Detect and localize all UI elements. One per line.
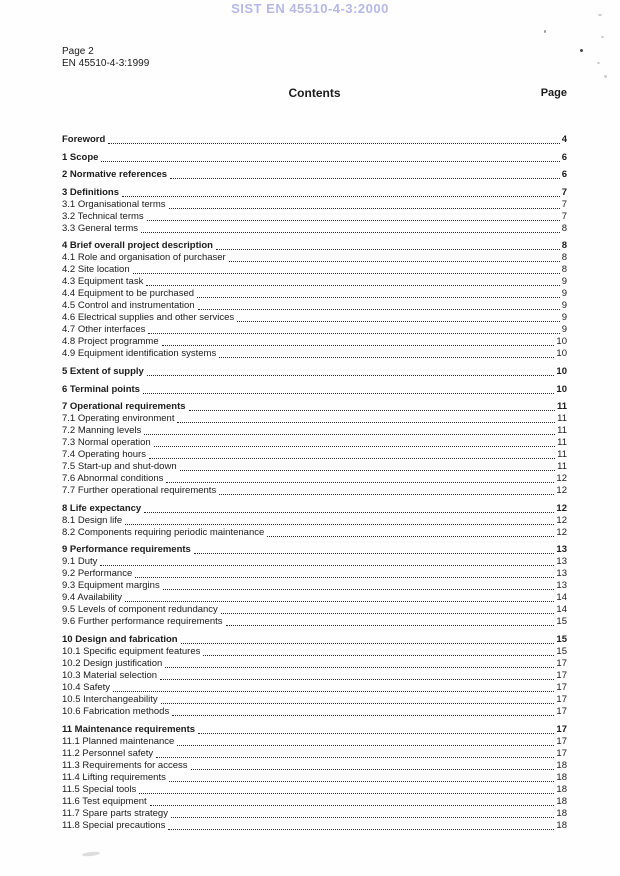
dot-leader xyxy=(113,691,554,692)
toc-entry xyxy=(62,300,567,312)
toc-entry-page: 10 xyxy=(556,383,567,395)
toc-entry xyxy=(62,616,567,628)
toc-entry xyxy=(62,401,567,413)
dot-leader xyxy=(171,817,554,818)
toc-entry-page: 6 xyxy=(561,151,567,163)
toc-entry xyxy=(62,152,567,164)
toc-entry xyxy=(62,264,567,276)
dot-leader xyxy=(165,667,554,668)
toc-entry-page: 11 xyxy=(557,461,567,473)
toc-entry-label: 3.2 Technical terms xyxy=(62,210,144,222)
dot-leader xyxy=(189,410,555,411)
toc-entry-page: 17 xyxy=(556,723,567,735)
toc-entry-label: 11.7 Spare parts strategy xyxy=(62,807,168,819)
toc-entry-page: 7 xyxy=(561,198,567,210)
toc-entry xyxy=(62,169,567,181)
toc-entry xyxy=(62,592,567,604)
toc-entry-label: 4 Brief overall project description xyxy=(62,240,213,252)
toc-entry-page: 13 xyxy=(556,580,567,592)
toc-entry xyxy=(62,515,567,527)
dot-leader xyxy=(172,715,554,716)
toc-entry-page: 18 xyxy=(556,759,567,771)
dot-leader xyxy=(163,589,555,590)
toc-entry xyxy=(62,724,567,736)
toc-entry-page: 9 xyxy=(561,276,567,288)
toc-entry-page: 17 xyxy=(556,705,567,717)
toc-entry xyxy=(62,808,567,820)
toc-entry-label: 7.1 Operating environment xyxy=(62,413,175,425)
toc-entry-label: 10.1 Specific equipment features xyxy=(62,645,201,657)
toc-entry-page: 12 xyxy=(556,502,567,514)
toc-entry-label: 10 Design and fabrication xyxy=(62,633,178,645)
dot-leader xyxy=(221,613,555,614)
toc-entry-page: 14 xyxy=(556,592,567,604)
toc-entry-label: 4.1 Role and organisation of purchaser xyxy=(62,252,226,264)
toc-entry-page: 8 xyxy=(561,222,567,234)
dot-leader xyxy=(149,458,555,459)
toc-entry xyxy=(62,748,567,760)
dot-leader xyxy=(108,143,559,144)
toc-entry xyxy=(62,646,567,658)
toc-entry-page: 12 xyxy=(556,473,567,485)
dot-leader xyxy=(139,793,554,794)
toc-entry xyxy=(62,211,567,223)
toc-entry-label: 9 Performance requirements xyxy=(62,544,191,556)
scan-speck xyxy=(580,49,583,52)
scan-speck xyxy=(544,30,546,33)
toc-entry xyxy=(62,694,567,706)
toc-entry xyxy=(62,437,567,449)
toc-entry-page: 12 xyxy=(556,526,567,538)
dot-leader xyxy=(154,446,555,447)
toc-entry-page: 18 xyxy=(556,795,567,807)
toc-entry xyxy=(62,366,567,378)
toc-entry-label: 11.8 Special precautions xyxy=(62,819,166,831)
standard-ref-line: EN 45510-4-3:1999 xyxy=(62,58,150,69)
toc-entry xyxy=(62,706,567,718)
toc-entry xyxy=(62,796,567,808)
toc-entry-label: 4.6 Electrical supplies and other services xyxy=(62,312,235,324)
toc-entry xyxy=(62,760,567,772)
toc-entry-page: 14 xyxy=(556,604,567,616)
dot-leader xyxy=(177,422,555,423)
toc-entry-label: 10.4 Safety xyxy=(62,681,111,693)
toc-entry-label: 4.2 Site location xyxy=(62,264,130,276)
toc-entry xyxy=(62,568,567,580)
dot-leader xyxy=(203,655,554,656)
dot-leader xyxy=(133,273,560,274)
toc-entry-page: 13 xyxy=(556,568,567,580)
toc-entry xyxy=(62,658,567,670)
toc-entry-label: 10.5 Interchangeability xyxy=(62,693,158,705)
dot-leader xyxy=(156,757,554,758)
toc-entry-label: 7 Operational requirements xyxy=(62,401,186,413)
toc-entry xyxy=(62,348,567,360)
toc-entry xyxy=(62,324,567,336)
toc-entry xyxy=(62,413,567,425)
dot-leader xyxy=(219,494,554,495)
toc-entry-page: 6 xyxy=(561,169,567,181)
dot-leader xyxy=(161,703,555,704)
toc-entry-page: 7 xyxy=(561,210,567,222)
contents-header xyxy=(62,86,567,100)
toc-entry-label: 7.2 Manning levels xyxy=(62,425,142,437)
dot-leader xyxy=(219,357,554,358)
toc-entry-page: 15 xyxy=(556,633,567,645)
dot-leader xyxy=(100,565,554,566)
toc-entry-page: 11 xyxy=(557,413,567,425)
dot-leader xyxy=(169,208,560,209)
toc-entry-label: 4.9 Equipment identification systems xyxy=(62,348,217,360)
toc-entry-page: 18 xyxy=(556,819,567,831)
toc-entry-label: 11.1 Planned maintenance xyxy=(62,735,175,747)
dot-leader xyxy=(237,321,560,322)
toc-entry xyxy=(62,425,567,437)
toc-entry-label: 7.4 Operating hours xyxy=(62,449,146,461)
scan-speck xyxy=(604,75,607,78)
dot-leader xyxy=(147,375,555,376)
toc-entry-label: 10.6 Fabrication methods xyxy=(62,705,170,717)
dot-leader xyxy=(170,178,560,179)
dot-leader xyxy=(144,512,554,513)
dot-leader xyxy=(125,524,554,525)
toc-entry-page: 10 xyxy=(556,365,567,377)
toc-entry-page: 13 xyxy=(556,544,567,556)
dot-leader xyxy=(177,745,554,746)
dot-leader xyxy=(226,625,555,626)
toc-entry-page: 17 xyxy=(556,747,567,759)
toc-entry xyxy=(62,449,567,461)
toc-entry-label: 8 Life expectancy xyxy=(62,502,142,514)
dot-leader xyxy=(135,577,554,578)
toc-entry-page: 7 xyxy=(561,186,567,198)
toc-entry-page: 4 xyxy=(561,133,567,145)
toc-entry-page: 18 xyxy=(556,771,567,783)
toc-entry-label: 6 Terminal points xyxy=(62,383,140,395)
dot-leader xyxy=(148,333,559,334)
dot-leader xyxy=(146,285,559,286)
toc-entry-label: 9.1 Duty xyxy=(62,556,98,568)
toc-entry-label: 9.6 Further performance requirements xyxy=(62,616,223,628)
toc-entry-label: 9.3 Equipment margins xyxy=(62,580,160,592)
toc-entry-page: 15 xyxy=(556,645,567,657)
toc-entry-page: 8 xyxy=(561,264,567,276)
toc-entry xyxy=(62,682,567,694)
toc-entry-page: 9 xyxy=(561,300,567,312)
dot-leader xyxy=(197,297,560,298)
toc-entry xyxy=(62,544,567,556)
toc-entry xyxy=(62,461,567,473)
dot-leader xyxy=(122,196,560,197)
toc-entry xyxy=(62,556,567,568)
toc-entry-label: 11.5 Special tools xyxy=(62,783,137,795)
dot-leader xyxy=(194,553,555,554)
toc-entry xyxy=(62,473,567,485)
toc-entry-label: 8.1 Design life xyxy=(62,514,123,526)
toc-entry-label: 4.8 Project programme xyxy=(62,336,159,348)
dot-leader xyxy=(147,220,560,221)
toc-entry xyxy=(62,312,567,324)
toc-entry-label: 11.2 Personnel safety xyxy=(62,747,154,759)
page-column-label: Page xyxy=(540,87,567,99)
toc-entry-label: 11 Maintenance requirements xyxy=(62,723,196,735)
toc-entry-label: 8.2 Components requiring periodic maintenance xyxy=(62,526,265,538)
scan-speck xyxy=(597,62,600,64)
toc-entry-page: 17 xyxy=(556,681,567,693)
dot-leader xyxy=(162,345,555,346)
toc-entry-label: 3.3 General terms xyxy=(62,222,139,234)
toc-entry xyxy=(62,199,567,211)
toc-entry-page: 17 xyxy=(556,657,567,669)
toc-entry-page: 10 xyxy=(556,348,567,360)
toc-entry xyxy=(62,820,567,832)
toc-entry xyxy=(62,736,567,748)
dot-leader xyxy=(125,601,554,602)
scan-speck xyxy=(598,14,602,16)
toc-entry-page: 15 xyxy=(556,616,567,628)
dot-leader xyxy=(166,482,554,483)
toc-entry-page: 17 xyxy=(556,669,567,681)
toc-entry-label: 11.6 Test equipment xyxy=(62,795,147,807)
toc-entry-label: 11.4 Lifting requirements xyxy=(62,771,166,783)
toc-entry-page: 9 xyxy=(561,288,567,300)
toc-entry xyxy=(62,384,567,396)
toc-list xyxy=(62,128,567,831)
toc-entry-page: 12 xyxy=(556,514,567,526)
toc-entry-page: 13 xyxy=(556,556,567,568)
dot-leader xyxy=(150,805,555,806)
toc-entry xyxy=(62,240,567,252)
dot-leader xyxy=(169,781,555,782)
toc-entry-label: 4.5 Control and instrumentation xyxy=(62,300,195,312)
toc-entry xyxy=(62,784,567,796)
toc-entry-page: 8 xyxy=(561,240,567,252)
toc-entry-page: 9 xyxy=(561,312,567,324)
page-number-line: Page 2 xyxy=(62,46,94,57)
dot-leader xyxy=(160,679,554,680)
toc-entry xyxy=(62,772,567,784)
toc-entry-label: 1 Scope xyxy=(62,151,99,163)
dot-leader xyxy=(143,393,554,394)
toc-entry-label: 7.7 Further operational requirements xyxy=(62,485,217,497)
toc-entry xyxy=(62,223,567,235)
dot-leader xyxy=(144,434,555,435)
toc-entry xyxy=(62,336,567,348)
toc-entry-page: 9 xyxy=(561,324,567,336)
toc-entry-label: 3.1 Organisational terms xyxy=(62,198,166,210)
toc-entry xyxy=(62,485,567,497)
toc-entry xyxy=(62,634,567,646)
toc-entry-label: 11.3 Requirements for access xyxy=(62,759,188,771)
dot-leader xyxy=(101,161,559,162)
toc-entry-page: 10 xyxy=(556,336,567,348)
toc-entry-page: 17 xyxy=(556,693,567,705)
toc-entry xyxy=(62,604,567,616)
toc-entry-label: 7.3 Normal operation xyxy=(62,437,151,449)
dot-leader xyxy=(198,309,560,310)
dot-leader xyxy=(229,261,560,262)
dot-leader xyxy=(180,470,556,471)
toc-entry-page: 18 xyxy=(556,783,567,795)
toc-entry xyxy=(62,187,567,199)
toc-entry xyxy=(62,134,567,146)
dot-leader xyxy=(267,536,554,537)
dot-leader xyxy=(216,249,560,250)
toc-entry-label: Foreword xyxy=(62,133,106,145)
toc-entry-page: 12 xyxy=(556,485,567,497)
dot-leader xyxy=(141,232,560,233)
toc-entry-page: 17 xyxy=(556,735,567,747)
scan-speck xyxy=(601,36,604,38)
toc-entry xyxy=(62,503,567,515)
dot-leader xyxy=(198,733,554,734)
toc-entry-page: 8 xyxy=(561,252,567,264)
toc-entry-page: 11 xyxy=(557,449,567,461)
dot-leader xyxy=(181,643,555,644)
toc-entry-label: 4.4 Equipment to be purchased xyxy=(62,288,195,300)
toc-entry xyxy=(62,527,567,539)
page-info xyxy=(62,46,149,70)
dot-leader xyxy=(168,829,554,830)
toc-entry xyxy=(62,670,567,682)
toc-entry-label: 9.2 Performance xyxy=(62,568,133,580)
toc-entry-label: 2 Normative references xyxy=(62,169,168,181)
toc-entry-label: 4.3 Equipment task xyxy=(62,276,144,288)
toc-entry-label: 4.7 Other interfaces xyxy=(62,324,146,336)
watermark-text: SIST EN 45510-4-3:2000 xyxy=(231,1,389,16)
dot-leader xyxy=(191,769,555,770)
toc-entry-label: 9.4 Availability xyxy=(62,592,123,604)
toc-entry-label: 7.6 Abnormal conditions xyxy=(62,473,164,485)
toc-entry-label: 7.5 Start-up and shut-down xyxy=(62,461,177,473)
scan-smudge xyxy=(82,851,100,857)
toc-entry-label: 5 Extent of supply xyxy=(62,365,144,377)
toc-entry xyxy=(62,288,567,300)
toc-entry-label: 10.2 Design justification xyxy=(62,657,163,669)
toc-entry-label: 10.3 Material selection xyxy=(62,669,158,681)
toc-entry-page: 11 xyxy=(556,401,567,413)
toc-entry xyxy=(62,580,567,592)
toc-entry xyxy=(62,276,567,288)
toc-entry-page: 11 xyxy=(557,437,567,449)
toc-entry-page: 18 xyxy=(556,807,567,819)
toc-entry-label: 9.5 Levels of component redundancy xyxy=(62,604,218,616)
contents-title: Contents xyxy=(288,86,341,100)
toc-entry xyxy=(62,252,567,264)
toc-entry-page: 11 xyxy=(557,425,567,437)
toc-entry-label: 3 Definitions xyxy=(62,186,120,198)
